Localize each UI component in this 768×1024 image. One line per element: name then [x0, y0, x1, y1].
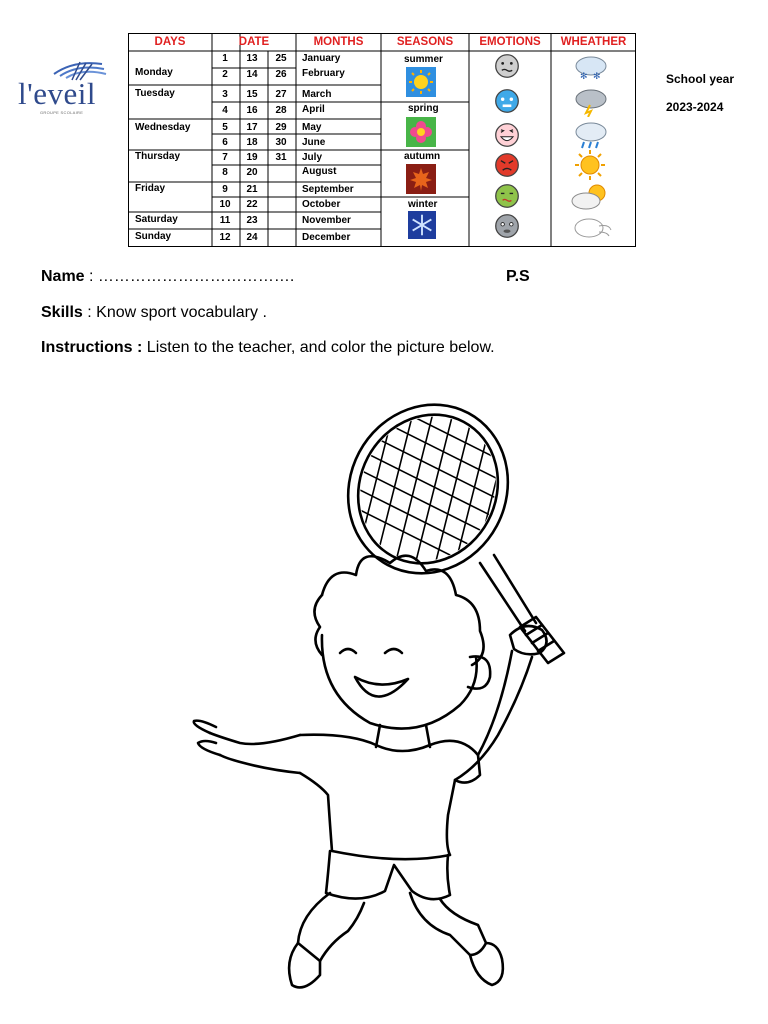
- date-cell: 31: [275, 152, 287, 163]
- calendar-table: [128, 33, 636, 248]
- month-august: August: [302, 166, 337, 177]
- month-may: May: [302, 122, 322, 133]
- date-cell: 28: [275, 105, 287, 116]
- season-spring-label: spring: [408, 103, 439, 114]
- sun-weather-icon: [573, 149, 607, 181]
- day-wednesday: Wednesday: [135, 122, 191, 133]
- date-cell: 13: [246, 53, 258, 64]
- month-february: February: [302, 68, 345, 79]
- school-year-label: School year: [666, 72, 735, 86]
- date-cell: 24: [246, 232, 258, 243]
- date-cell: 14: [246, 69, 258, 80]
- date-cell: 15: [246, 89, 258, 100]
- day-thursday: Thursday: [135, 151, 181, 162]
- school-year-value: 2023-2024: [666, 100, 724, 114]
- date-cell: 1: [222, 53, 228, 64]
- month-march: March: [302, 89, 332, 100]
- header-emotions: EMOTIONS: [479, 36, 541, 48]
- logo-subtitle: GROUPE SCOLAIRE: [40, 110, 84, 115]
- shirt: [300, 735, 480, 859]
- day-saturday: Saturday: [135, 214, 178, 225]
- date-cell: 19: [246, 152, 258, 163]
- skills-text: : Know sport vocabulary .: [82, 304, 267, 321]
- arm-left: [210, 733, 300, 773]
- worried-face-icon: [494, 213, 520, 239]
- date-cell: 2: [222, 69, 228, 80]
- month-december: December: [302, 232, 351, 243]
- date-cell: 12: [219, 232, 231, 243]
- name-label: Name: [41, 268, 85, 285]
- logo-text: l'eveil: [18, 76, 96, 111]
- date-cell: 5: [222, 122, 228, 133]
- header-weather: WHEATHER: [560, 36, 627, 48]
- date-cell: 23: [246, 215, 258, 226]
- month-october: October: [302, 199, 341, 210]
- day-tuesday: Tuesday: [135, 88, 175, 99]
- month-november: November: [302, 215, 351, 226]
- school-logo: [14, 58, 114, 118]
- date-cell: 9: [222, 184, 228, 195]
- name-separator: :: [84, 268, 98, 285]
- sick-face-icon: [494, 53, 520, 79]
- date-cell: 16: [246, 105, 258, 116]
- flower-icon: [406, 117, 436, 147]
- date-cell: 30: [275, 137, 287, 148]
- class-label: P.S: [506, 268, 530, 285]
- date-cell: 8: [222, 167, 228, 178]
- month-july: July: [302, 152, 323, 163]
- season-winter-label: winter: [408, 199, 438, 210]
- leg-right: [410, 893, 486, 955]
- snow-cloud-icon: [571, 52, 611, 82]
- header-days: DAYS: [154, 36, 186, 48]
- maple-leaf-icon: [406, 164, 436, 194]
- month-april: April: [302, 104, 325, 115]
- sun-icon: [406, 67, 436, 97]
- header-date: DATE: [238, 36, 270, 48]
- mouth: [355, 677, 408, 697]
- season-autumn-label: autumn: [404, 151, 441, 162]
- storm-cloud-icon: [571, 87, 611, 117]
- month-june: June: [302, 137, 326, 148]
- date-cell: 17: [246, 122, 258, 133]
- day-sunday: Sunday: [135, 231, 172, 242]
- nauseated-face-icon: [494, 183, 520, 209]
- date-cell: 11: [219, 215, 231, 226]
- windy-cloud-icon: [569, 214, 615, 244]
- angry-face-icon: [494, 152, 520, 178]
- date-cell: 6: [222, 137, 228, 148]
- date-cell: 18: [246, 137, 258, 148]
- partly-sunny-icon: [569, 181, 613, 213]
- date-cell: 4: [222, 105, 228, 116]
- date-cell: 25: [275, 53, 287, 64]
- instructions-label: Instructions :: [41, 339, 143, 356]
- shoe-right: [470, 943, 503, 985]
- day-friday: Friday: [135, 183, 166, 194]
- laughing-face-icon: [494, 122, 520, 148]
- table-grid: [128, 33, 636, 248]
- date-cell: 29: [275, 122, 287, 133]
- cold-face-icon: [494, 88, 520, 114]
- month-september: September: [302, 184, 354, 195]
- skills-line: [41, 304, 267, 322]
- header-months: MONTHS: [313, 36, 364, 48]
- rain-cloud-icon: [571, 120, 611, 150]
- name-line: [41, 268, 294, 286]
- date-cell: 20: [246, 167, 258, 178]
- svg-text:✻: ✻: [593, 72, 601, 82]
- season-summer-label: summer: [404, 54, 443, 65]
- instructions-text: Listen to the teacher, and color the picture below.: [142, 339, 495, 356]
- month-january: January: [302, 53, 341, 64]
- date-cell: 21: [246, 184, 258, 195]
- header-seasons: SEASONS: [396, 36, 454, 48]
- skills-label: Skills: [41, 304, 83, 321]
- day-monday: Monday: [135, 67, 173, 78]
- snowflake-icon: [408, 211, 436, 239]
- date-cell: 26: [275, 69, 287, 80]
- date-cell: 22: [246, 199, 258, 210]
- tennis-boy-coloring-picture[interactable]: [180, 395, 600, 995]
- hand-left: [194, 721, 220, 755]
- svg-text:✻: ✻: [580, 72, 588, 82]
- leg-left: [298, 893, 364, 961]
- date-cell: 7: [222, 152, 228, 163]
- date-cell: 3: [222, 89, 228, 100]
- date-cell: 10: [219, 199, 231, 210]
- date-cell: 27: [275, 89, 287, 100]
- instructions-line: [41, 339, 495, 357]
- name-blank[interactable]: ……………………………….: [97, 268, 295, 285]
